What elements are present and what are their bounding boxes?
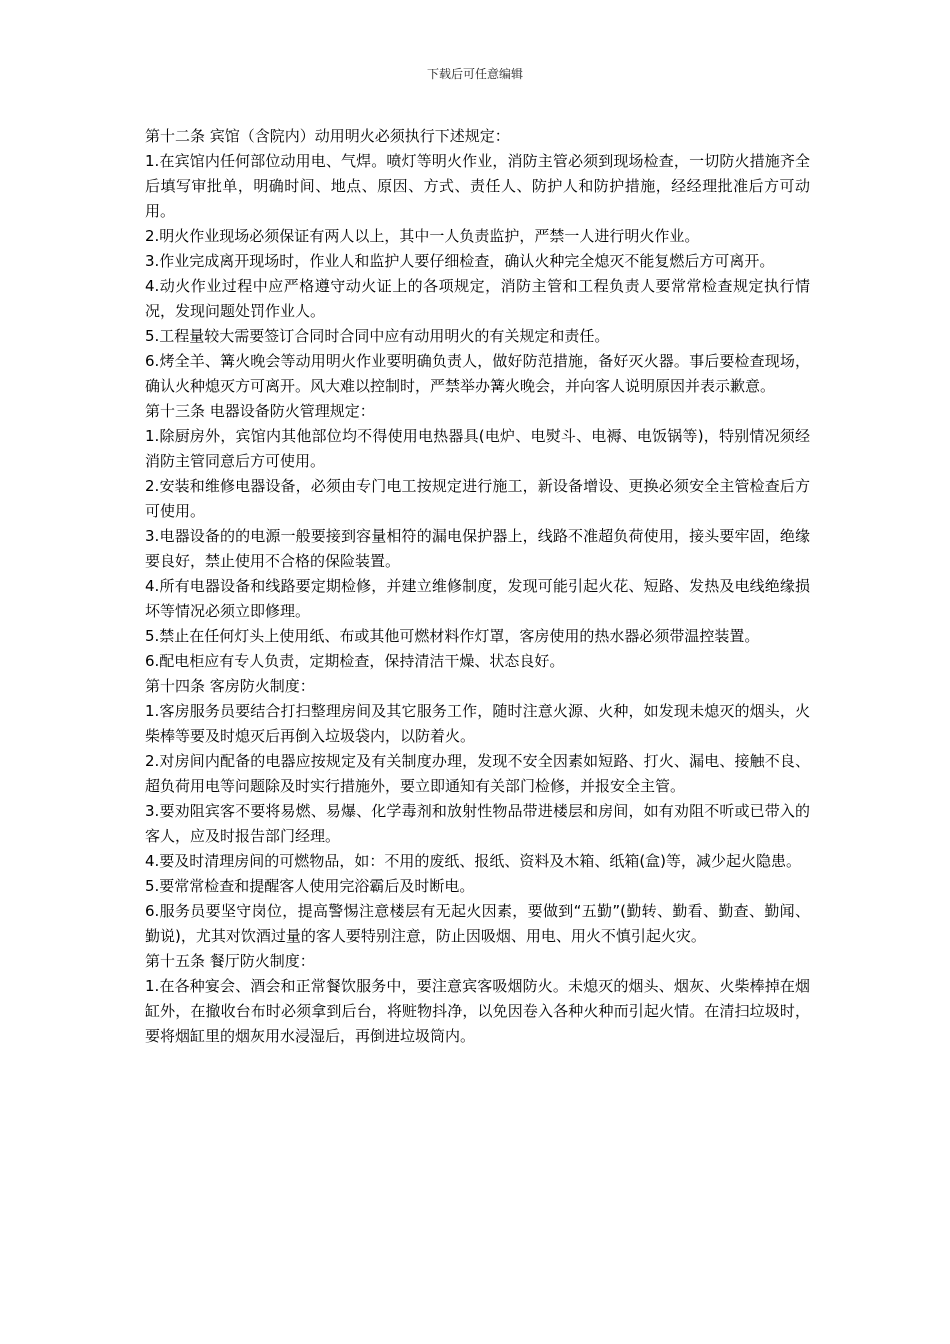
page-header-note: 下载后可任意编辑: [426, 67, 523, 81]
clause-item: 4.动火作业过程中应严格遵守动火证上的各项规定，消防主管和工程负责人要常常检查规定执行情况，发现问题处罚作业人。: [145, 277, 810, 320]
clause-item: 2.对房间内配备的电器应按规定及有关制度办理，发现不安全因素如短路、打火、漏电、接触不良、超负荷用电等问题除及时实行措施外，要立即通知有关部门检修，并报安全主管。: [145, 752, 810, 795]
clause-item: 5.工程量较大需要签订合同时合同中应有动用明火的有关规定和责任。: [145, 327, 610, 345]
clause-item: 1.在宾馆内任何部位动用电、气焊。喷灯等明火作业，消防主管必须到现场检查，一切防火措施齐全后填写审批单，明确时间、地点、原因、方式、责任人、防护人和防护措施，经经理批准后方可动用。: [145, 152, 810, 220]
section-heading: 第十三条 电器设备防火管理规定：: [145, 402, 375, 420]
clause-item: 3.电器设备的的电源一般要接到容量相符的漏电保护器上，线路不准超负荷使用，接头要牢固，绝缘要良好，禁止使用不合格的保险装置。: [145, 527, 810, 570]
section-heading: 第十五条 餐厅防火制度：: [145, 952, 315, 970]
clause-item: 6.服务员要坚守岗位，提高警惕注意楼层有无起火因素，要做到“五勤”(勤转、勤看、勤查、勤闻、勤说)，尤其对饮酒过量的客人要特别注意，防止因吸烟、用电、用火不慎引起火灾。: [145, 902, 810, 945]
clause-item: 2.明火作业现场必须保证有两人以上，其中一人负责监护，严禁一人进行明火作业。: [145, 227, 700, 245]
clause-item: 5.禁止在任何灯头上使用纸、布或其他可燃材料作灯罩，客房使用的热水器必须带温控装置。: [145, 627, 760, 645]
clause-item: 6.配电柜应有专人负责，定期检查，保持清洁干燥、状态良好。: [145, 652, 565, 670]
document-body: [145, 124, 810, 1049]
clause-item: 2.安装和维修电器设备，必须由专门电工按规定进行施工，新设备增设、更换必须安全主管检查后方可使用。: [145, 477, 810, 520]
clause-item: 1.在各种宴会、酒会和正常餐饮服务中，要注意宾客吸烟防火。未熄灭的烟头、烟灰、火柴棒掉在烟缸外，在撤收台布时必须拿到后台，将赃物抖净，以免因卷入各种火种而引起火情。在清扫垃圾时，要将烟缸里的烟灰用水浸湿后，再倒进垃圾筒内。: [145, 977, 810, 1045]
clause-item: 3.要劝阻宾客不要将易燃、易爆、化学毒剂和放射性物品带进楼层和房间，如有劝阻不听或已带入的客人，应及时报告部门经理。: [145, 802, 810, 845]
clause-item: 4.要及时清理房间的可燃物品，如：不用的废纸、报纸、资料及木箱、纸箱(盒)等，减少起火隐患。: [145, 852, 802, 870]
clause-item: 4.所有电器设备和线路要定期检修，并建立维修制度，发现可能引起火花、短路、发热及电线绝缘损坏等情况必须立即修理。: [145, 577, 810, 620]
clause-item: 3.作业完成离开现场时，作业人和监护人要仔细检查，确认火种完全熄灭不能复燃后方可离开。: [145, 252, 775, 270]
clause-item: 5.要常常检查和提醒客人使用完浴霸后及时断电。: [145, 877, 475, 895]
clause-item: 6.烤全羊、篝火晚会等动用明火作业要明确负责人，做好防范措施，备好灭火器。事后要检查现场，确认火种熄灭方可离开。风大难以控制时，严禁举办篝火晚会，并向客人说明原因并表示歉意。: [145, 352, 810, 395]
clause-item: 1.客房服务员要结合打扫整理房间及其它服务工作，随时注意火源、火种，如发现未熄灭的烟头，火柴棒等要及时熄灭后再倒入垃圾袋内，以防着火。: [145, 702, 810, 745]
clause-item: 1.除厨房外，宾馆内其他部位均不得使用电热器具(电炉、电熨斗、电褥、电饭锅等)，特别情况须经消防主管同意后方可使用。: [145, 427, 810, 470]
section-heading: 第十四条 客房防火制度：: [145, 677, 315, 695]
section-heading: 第十二条 宾馆（含院内）动用明火必须执行下述规定：: [145, 127, 510, 145]
